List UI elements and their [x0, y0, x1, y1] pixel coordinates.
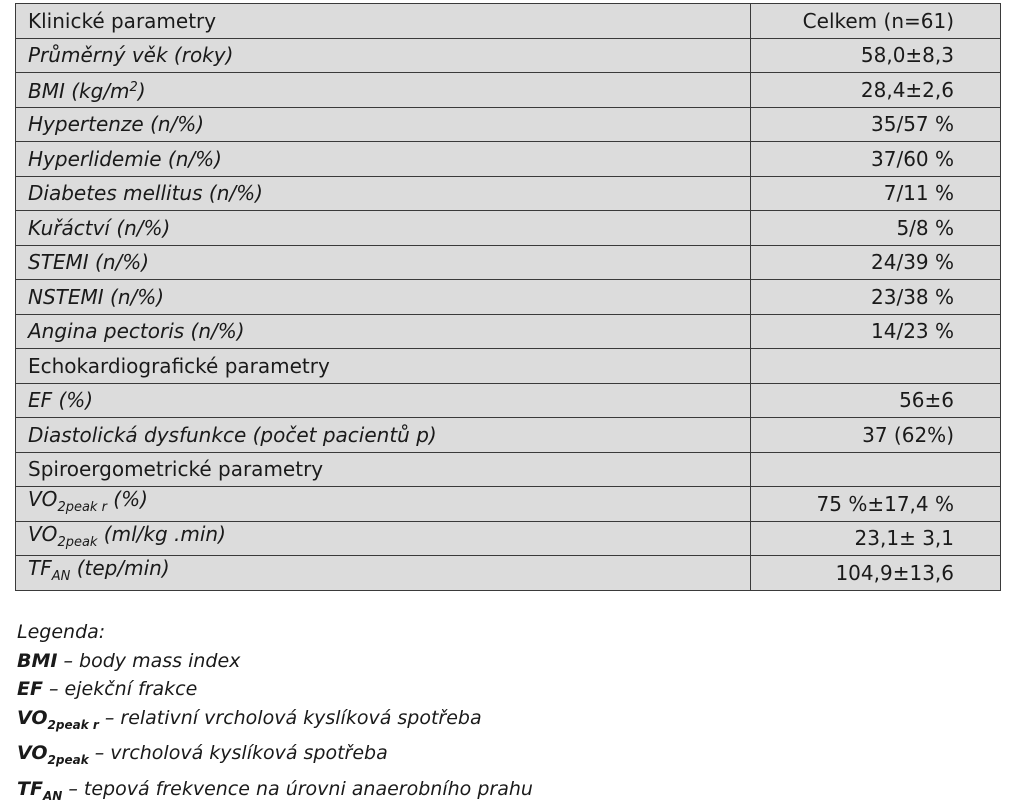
legend-term-subscript: 2peak	[48, 753, 89, 767]
table-row	[16, 38, 1001, 73]
legend-item	[17, 675, 533, 704]
legend-desc: – vrcholová kyslíková spotřeba	[89, 742, 388, 764]
table-row	[16, 521, 1001, 556]
label-subscript: 2peak	[57, 535, 97, 550]
table-row	[16, 280, 1001, 315]
legend-item	[17, 775, 533, 810]
row-value: 58,0±8,3	[751, 38, 1001, 73]
legend	[17, 618, 533, 810]
section-echo-empty	[751, 349, 1001, 384]
label-subscript: AN	[52, 569, 71, 584]
row-label: Hypertenze (n/%)	[16, 107, 751, 142]
legend-term-subscript: 2peak r	[48, 718, 99, 732]
label-text-end: (%)	[107, 487, 148, 511]
label-text-end: (tep/min)	[70, 556, 169, 580]
legend-term-subscript: AN	[43, 789, 62, 803]
row-label: NSTEMI (n/%)	[16, 280, 751, 315]
label-text: BMI (kg/m	[28, 79, 130, 103]
row-value: 24/39 %	[751, 245, 1001, 280]
clinical-parameters-table	[15, 3, 1001, 591]
row-label: Průměrný věk (roky)	[16, 38, 751, 73]
row-value: 56±6	[751, 383, 1001, 418]
row-label: Angina pectoris (n/%)	[16, 314, 751, 349]
row-value: 104,9±13,6	[751, 556, 1001, 591]
label-text-end: )	[138, 79, 146, 103]
row-label: Hyperlidemie (n/%)	[16, 142, 751, 177]
table-header-row	[16, 4, 1001, 39]
legend-term: VO	[17, 742, 48, 764]
table-row	[16, 487, 1001, 522]
label-subscript: 2peak r	[57, 500, 107, 515]
section-echo-title: Echokardiografické parametry	[16, 349, 751, 384]
table-row	[16, 245, 1001, 280]
label-text: VO	[28, 487, 57, 511]
row-label: STEMI (n/%)	[16, 245, 751, 280]
legend-title: Legenda:	[17, 618, 533, 647]
table-row	[16, 142, 1001, 177]
row-label: Diastolická dysfunkce (počet pacientů p)	[16, 418, 751, 453]
row-label: Diabetes mellitus (n/%)	[16, 176, 751, 211]
section-spiro-title: Spiroergometrické parametry	[16, 452, 751, 487]
table-row	[16, 107, 1001, 142]
label-text: TF	[28, 556, 52, 580]
table-row	[16, 314, 1001, 349]
label-superscript: 2	[130, 80, 138, 95]
section-row-echo	[16, 349, 1001, 384]
legend-desc: – body mass index	[57, 650, 240, 672]
row-value: 14/23 %	[751, 314, 1001, 349]
section-spiro-empty	[751, 452, 1001, 487]
row-label: EF (%)	[16, 383, 751, 418]
legend-term: EF	[17, 678, 43, 700]
clinical-parameters-table-wrap	[15, 3, 1000, 591]
row-value: 75 %±17,4 %	[751, 487, 1001, 522]
row-value: 23,1± 3,1	[751, 521, 1001, 556]
legend-item	[17, 739, 533, 775]
row-value: 7/11 %	[751, 176, 1001, 211]
table-row	[16, 383, 1001, 418]
label-text-end: (ml/kg .min)	[97, 522, 225, 546]
row-label	[16, 73, 751, 108]
row-label	[16, 487, 751, 522]
row-label	[16, 521, 751, 556]
legend-desc: – relativní vrcholová kyslíková spotřeba	[99, 707, 482, 729]
row-label: Kuřáctví (n/%)	[16, 211, 751, 246]
label-text: VO	[28, 522, 57, 546]
header-parameters: Klinické parametry	[16, 4, 751, 39]
legend-term: VO	[17, 707, 48, 729]
row-value: 35/57 %	[751, 107, 1001, 142]
table-row	[16, 73, 1001, 108]
header-total: Celkem (n=61)	[751, 4, 1001, 39]
legend-term: TF	[17, 778, 43, 800]
table-row	[16, 418, 1001, 453]
row-value: 37/60 %	[751, 142, 1001, 177]
legend-item	[17, 704, 533, 740]
legend-item	[17, 647, 533, 676]
table-row	[16, 556, 1001, 591]
row-label	[16, 556, 751, 591]
legend-term: BMI	[17, 650, 57, 672]
section-row-spiro	[16, 452, 1001, 487]
legend-desc: – tepová frekvence na úrovni anaerobního prahu	[62, 778, 533, 800]
table-row	[16, 211, 1001, 246]
row-value: 37 (62%)	[751, 418, 1001, 453]
row-value: 5/8 %	[751, 211, 1001, 246]
legend-desc: – ejekční frakce	[43, 678, 197, 700]
row-value: 28,4±2,6	[751, 73, 1001, 108]
table-row	[16, 176, 1001, 211]
row-value: 23/38 %	[751, 280, 1001, 315]
